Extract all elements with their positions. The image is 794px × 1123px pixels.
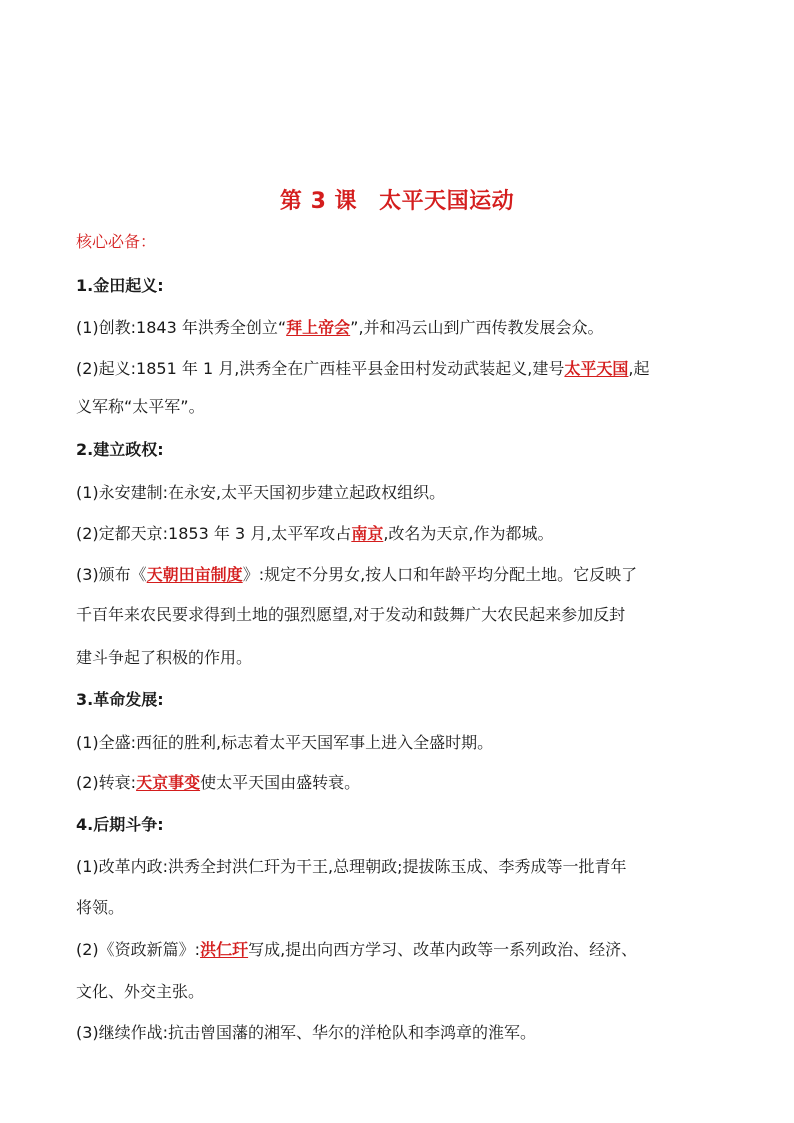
section-item: (1)永安建制:在永安,太平天国初步建立起政权组织。: [76, 483, 446, 502]
key-term: 拜上帝会: [286, 318, 351, 337]
section-item-continuation: 千百年来农民要求得到土地的强烈愿望,对于发动和鼓舞广大农民起来参加反封: [76, 605, 626, 624]
section-item: (2)定都天京:1853 年 3 月,太平军攻占南京,改名为天京,作为都城。: [76, 524, 554, 543]
section-heading: 2.建立政权:: [76, 440, 164, 459]
section-item: (3)颁布《天朝田亩制度》:规定不分男女,按人口和年龄平均分配土地。它反映了: [76, 565, 638, 584]
section-item-continuation: 义军称“太平军”。: [76, 397, 205, 416]
lesson-name: 太平天国运动: [379, 189, 515, 214]
section-item: (2)转衰:天京事变使太平天国由盛转衰。: [76, 773, 361, 792]
section-item: (2)起义:1851 年 1 月,洪秀全在广西桂平县金田村发动武装起义,建号太平天国,起: [76, 359, 650, 378]
key-term: 南京: [351, 524, 384, 543]
key-term: 洪仁玕: [200, 940, 249, 959]
key-term: 太平天国: [564, 359, 629, 378]
section-item-continuation: 文化、外交主张。: [76, 982, 205, 1001]
lesson-number: 第 3 课: [279, 189, 358, 214]
key-term: 天京事变: [136, 773, 201, 792]
section-item: (3)继续作战:抗击曾国藩的湘军、华尔的洋枪队和李鸿章的淮军。: [76, 1023, 537, 1042]
section-heading: 3.革命发展:: [76, 690, 164, 709]
section-item: (2)《资政新篇》:洪仁玕写成,提出向西方学习、改革内政等一系列政治、经济、: [76, 940, 638, 959]
lesson-title: [0, 184, 794, 215]
section-item: (1)创教:1843 年洪秀全创立“拜上帝会”,并和冯云山到广西传教发展会众。: [76, 318, 604, 337]
section-heading: 1.金田起义:: [76, 276, 164, 295]
section-item-continuation: 建斗争起了积极的作用。: [76, 648, 253, 667]
section-item-continuation: 将领。: [76, 898, 125, 917]
section-item: (1)改革内政:洪秀全封洪仁玕为干王,总理朝政;提拔陈玉成、李秀成等一批青年: [76, 857, 627, 876]
section-heading: 4.后期斗争:: [76, 815, 164, 834]
section-item: (1)全盛:西征的胜利,标志着太平天国军事上进入全盛时期。: [76, 733, 494, 752]
key-term: 天朝田亩制度: [146, 565, 243, 584]
core-essentials-label: 核心必备：: [76, 232, 157, 251]
